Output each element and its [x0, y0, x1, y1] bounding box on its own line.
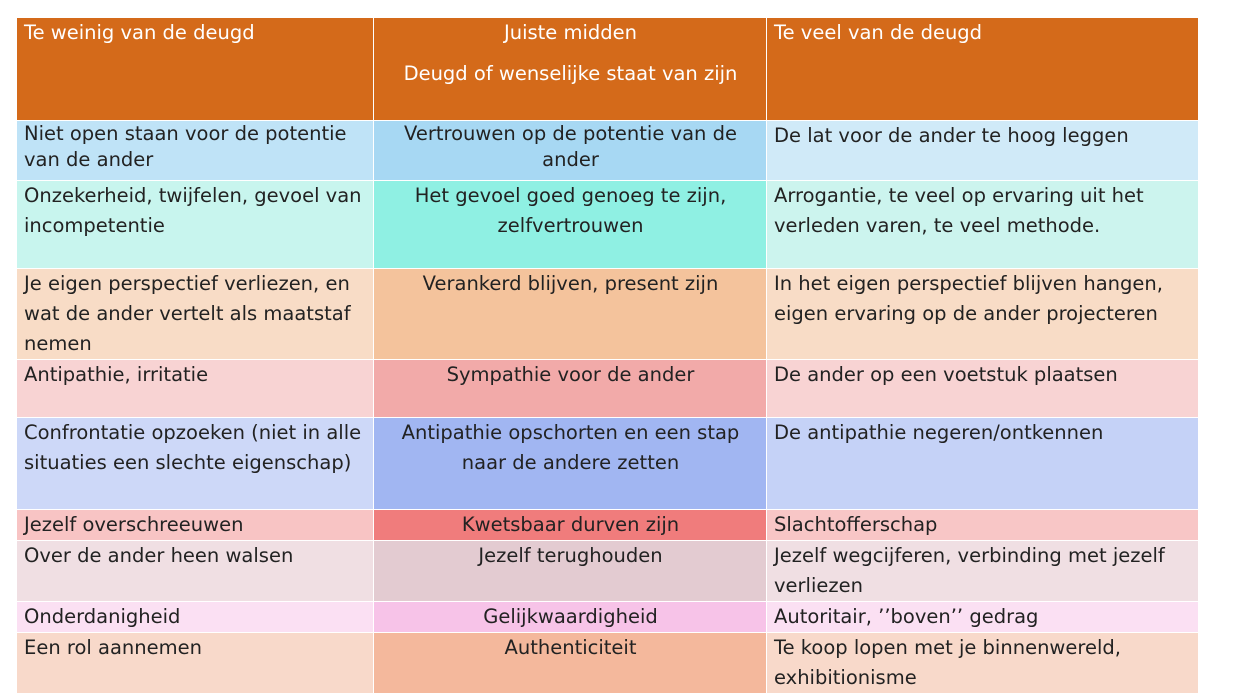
cell-too-little: Antipathie, irritatie [17, 360, 374, 418]
table-row [17, 360, 1199, 418]
cell-too-little: Jezelf overschreeuwen [17, 510, 374, 541]
cell-too-little: Onzekerheid, twijfelen, gevoel van incompetentie [17, 181, 374, 269]
cell-virtue: Het gevoel goed genoeg te zijn, zelfvertrouwen [374, 181, 767, 269]
cell-too-little: Je eigen perspectief verliezen, en wat de ander vertelt als maatstaf nemen [17, 269, 374, 360]
cell-too-little: Confrontatie opzoeken (niet in alle situaties een slechte eigenschap) [17, 418, 374, 510]
header-virtue-subtitle: Deugd of wenselijke staat van zijn [403, 62, 738, 85]
table-row [17, 418, 1199, 510]
cell-too-much: Slachtofferschap [767, 510, 1199, 541]
cell-too-much: De lat voor de ander te hoog leggen [767, 121, 1199, 181]
table-row [17, 510, 1199, 541]
cell-too-much: Autoritair, ’’boven’’ gedrag [767, 602, 1199, 633]
table-row [17, 602, 1199, 633]
cell-too-much: In het eigen perspectief blijven hangen, eigen ervaring op de ander projecteren [767, 269, 1199, 360]
cell-too-much: De antipathie negeren/ontkennen [767, 418, 1199, 510]
cell-too-little: Een rol aannemen [17, 633, 374, 694]
cell-virtue: Authenticiteit [374, 633, 767, 694]
cell-virtue: Gelijkwaardigheid [374, 602, 767, 633]
virtue-table [16, 17, 1199, 694]
cell-too-little: Onderdanigheid [17, 602, 374, 633]
table-row [17, 121, 1199, 181]
cell-virtue: Verankerd blijven, present zijn [374, 269, 767, 360]
cell-virtue: Antipathie opschorten en een stap naar de andere zetten [374, 418, 767, 510]
table-row [17, 541, 1199, 602]
header-virtue-title: Juiste midden [503, 21, 638, 44]
header-too-little: Te weinig van de deugd [17, 18, 374, 121]
table-row [17, 633, 1199, 694]
cell-too-much: Te koop lopen met je binnenwereld, exhibitionisme [767, 633, 1199, 694]
header-virtue [374, 18, 767, 121]
table-row [17, 269, 1199, 360]
table-row [17, 181, 1199, 269]
cell-too-much: Jezelf wegcijferen, verbinding met jezelf verliezen [767, 541, 1199, 602]
cell-too-little: Over de ander heen walsen [17, 541, 374, 602]
cell-virtue: Kwetsbaar durven zijn [374, 510, 767, 541]
cell-virtue: Jezelf terughouden [374, 541, 767, 602]
header-too-much: Te veel van de deugd [767, 18, 1199, 121]
cell-too-much: Arrogantie, te veel op ervaring uit het verleden varen, te veel methode. [767, 181, 1199, 269]
cell-virtue: Sympathie voor de ander [374, 360, 767, 418]
cell-too-much: De ander op een voetstuk plaatsen [767, 360, 1199, 418]
header-row [17, 18, 1199, 121]
cell-too-little: Niet open staan voor de potentie van de ander [17, 121, 374, 181]
cell-virtue: Vertrouwen op de potentie van de ander [374, 121, 767, 181]
